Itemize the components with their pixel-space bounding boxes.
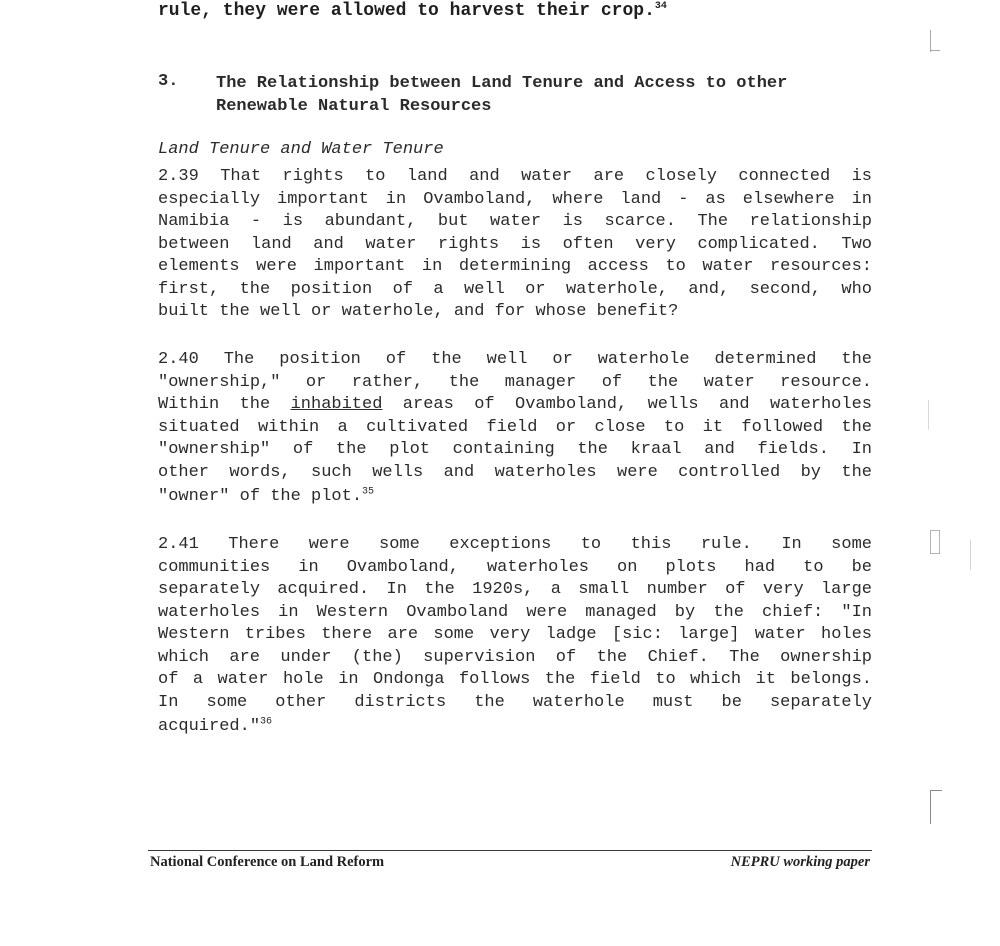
paragraph-line: communities in Ovamboland, waterholes on plots had to be — [158, 558, 872, 577]
paragraph-line: which are under (the) supervision of the Chief. The ownership — [158, 648, 872, 667]
footnote-ref-36: 36 — [260, 716, 273, 728]
line-text: Within the — [158, 395, 291, 414]
scan-mark — [930, 790, 931, 824]
paragraph-line: Namibia - is abundant, but water is scarce. The relationship — [158, 212, 872, 231]
paragraph-line: 2.40 The position of the well or waterhole determined the — [158, 350, 872, 369]
line-text: "owner" of the plot. — [158, 487, 363, 506]
paragraph-line — [158, 716, 872, 739]
paragraph-line: elements were important in determining access to water resources: — [158, 257, 872, 276]
section-title-line-2: Renewable Natural Resources — [216, 97, 492, 116]
underlined-word: inhabited — [290, 395, 383, 414]
footer-conference-title: National Conference on Land Reform — [150, 854, 385, 870]
paragraph-line: In some other districts the waterhole must be separately — [158, 693, 872, 712]
scan-mark — [930, 30, 931, 52]
scan-mark — [930, 530, 940, 554]
footnote-ref-35: 35 — [362, 486, 375, 498]
section-number: 3. — [158, 72, 179, 91]
carryover-text: rule, they were allowed to harvest their crop. — [158, 1, 655, 21]
paragraph-line — [158, 394, 872, 417]
line-text: acquired." — [158, 717, 261, 736]
paragraph-line: of a water hole in Ondonga follows the field to which it belongs. — [158, 670, 872, 689]
paragraph-line: Western tribes there are some very ladge [sic: large] water holes — [158, 625, 872, 644]
paragraph-line: separately acquired. In the 1920s, a small number of very large — [158, 580, 872, 599]
paragraph-line: "ownership," or rather, the manager of the water resource. — [158, 373, 872, 392]
paragraph-line: especially important in Ovamboland, where land - as elsewhere in — [158, 190, 872, 209]
carryover-line — [158, 0, 872, 23]
paragraph-line: 2.39 That rights to land and water are closely connected is — [158, 167, 872, 186]
scan-mark — [970, 540, 971, 570]
scan-mark — [928, 400, 929, 430]
scan-mark — [930, 50, 940, 51]
paragraph-line: "ownership" of the plot containing the kraal and fields. In — [158, 440, 872, 459]
section-title-line-1: The Relationship between Land Tenure and Access to other — [216, 74, 788, 93]
paragraph-line: situated within a cultivated field or close to it followed the — [158, 418, 872, 437]
line-text: areas of Ovamboland, wells and waterholes — [382, 395, 872, 414]
scan-mark — [930, 790, 942, 791]
paragraph-line: 2.41 There were some exceptions to this rule. In some — [158, 535, 872, 554]
subheading: Land Tenure and Water Tenure — [158, 140, 444, 159]
footer-rule — [148, 850, 872, 851]
paragraph-line: other words, such wells and waterholes were controlled by the — [158, 463, 872, 482]
paragraph-line: first, the position of a well or waterhole, and, second, who — [158, 280, 872, 299]
paragraph-line: between land and water rights is often very complicated. Two — [158, 235, 872, 254]
paragraph-line: waterholes in Western Ovamboland were managed by the chief: "In — [158, 603, 872, 622]
paragraph-line: built the well or waterhole, and for whose benefit? — [158, 302, 679, 321]
footnote-ref-34: 34 — [654, 1, 667, 12]
footer-paper-label: NEPRU working paper — [730, 854, 870, 870]
paragraph-line — [158, 486, 872, 509]
